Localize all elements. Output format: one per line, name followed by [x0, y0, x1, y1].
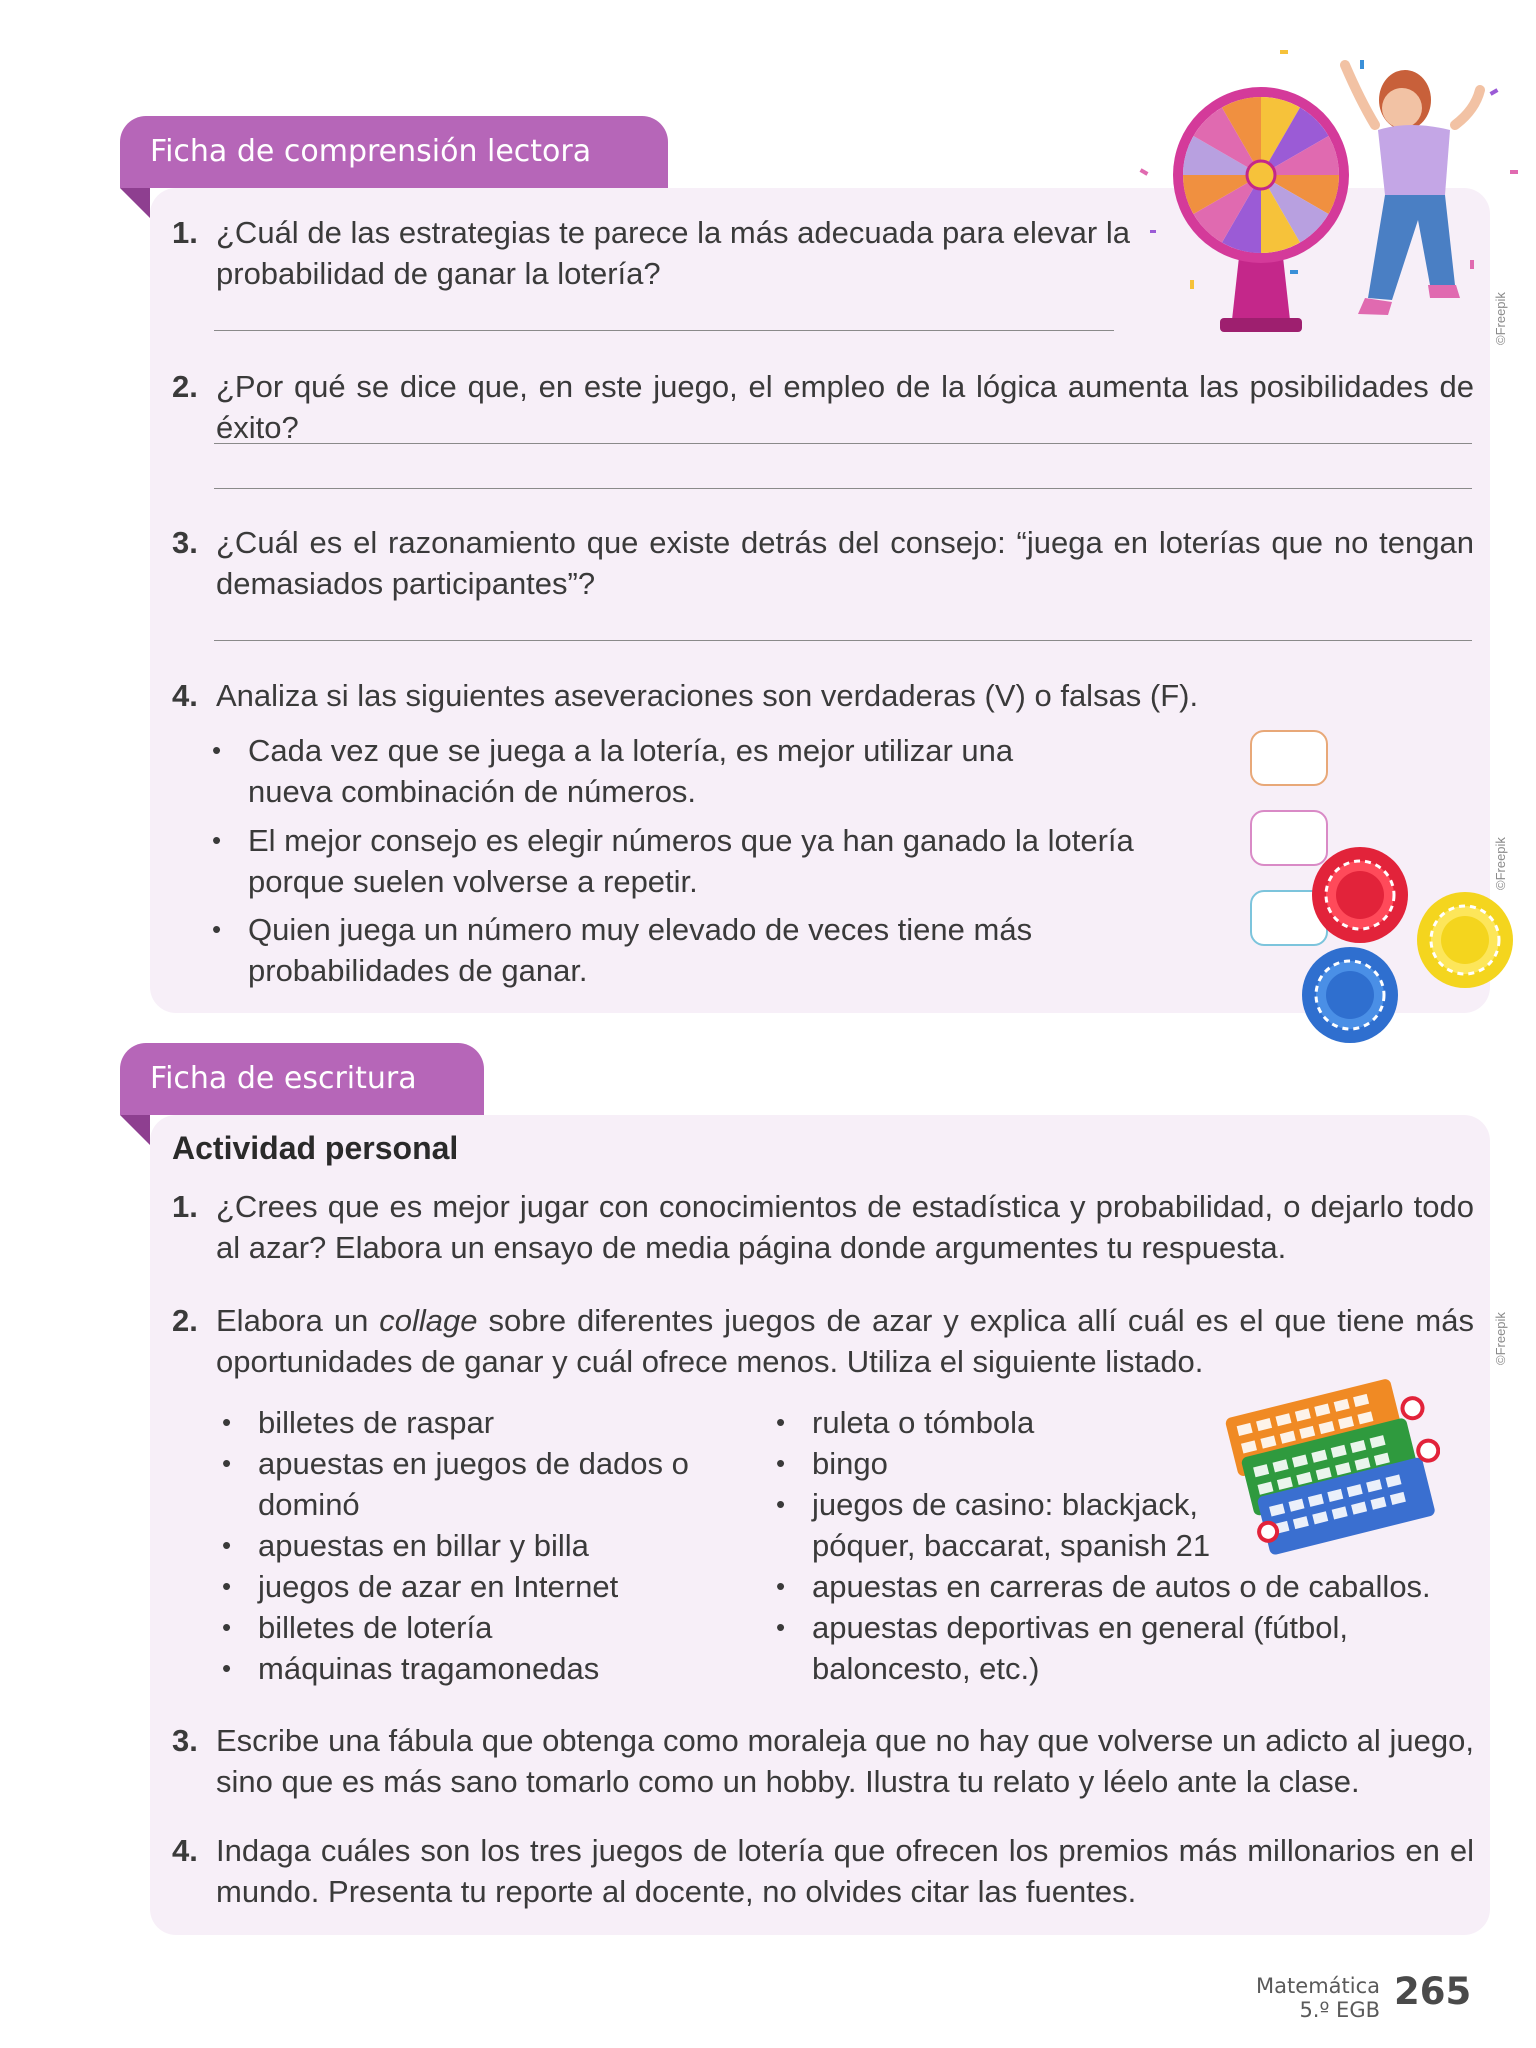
question-number: 3.	[172, 525, 198, 560]
list-item	[776, 1484, 1212, 1566]
statement-text: El mejor consejo es elegir números que ya han ganado la lotería porque suelen volverse a repetir.	[248, 823, 1134, 899]
bullet-dot: •	[212, 735, 222, 765]
bullet-dot: •	[222, 1448, 232, 1478]
prize-wheel-illustration	[1130, 30, 1530, 350]
bullet-dot: •	[222, 1612, 232, 1642]
question-text: ¿Cuál de las estrategias te parece la más adecuada para elevar la probabilidad de ganar la lotería?	[216, 215, 1130, 291]
question-text: Analiza si las siguientes aseveraciones son verdaderas (V) o falsas (F).	[216, 678, 1199, 713]
writing-question-3	[172, 1720, 1474, 1802]
statement-item	[212, 730, 1088, 812]
image-credit-top: ©Freepik	[1493, 292, 1508, 345]
wheel	[1173, 87, 1349, 263]
subject-name: Matemática	[1256, 1974, 1380, 1998]
text-part: sobre diferentes juegos de azar y explica allí cuál es el que tiene más oportunidades de ganar y cuál ofrece menos. Utiliza el siguiente listado.	[216, 1303, 1474, 1379]
footer-subject	[1160, 1974, 1380, 2022]
question-3	[172, 522, 1474, 604]
list-item-text: apuestas en juegos de dados o dominó	[258, 1446, 689, 1522]
question-text: Indaga cuáles son los tres juegos de lotería que ofrecen los premios más millonarios en el mundo. Presenta tu reporte al docente, no olvides citar las fuentes.	[216, 1833, 1474, 1909]
bingo-cards-illustration	[1220, 1375, 1440, 1565]
question-4	[172, 675, 1474, 716]
question-number: 1.	[172, 1189, 198, 1224]
image-credit-mid: ©Freepik	[1493, 837, 1508, 890]
bullet-dot: •	[776, 1407, 786, 1437]
question-number: 4.	[172, 1833, 198, 1868]
list-item	[776, 1443, 1232, 1484]
answer-line[interactable]	[214, 443, 1472, 444]
writing-question-1	[172, 1186, 1474, 1268]
question-number: 2.	[172, 369, 198, 404]
list-item-text: juegos de azar en Internet	[258, 1569, 619, 1604]
true-false-answer-box[interactable]	[1250, 730, 1328, 786]
bullet-dot: •	[776, 1612, 786, 1642]
list-item	[222, 1648, 718, 1689]
grade-label: 5.º EGB	[1299, 1998, 1380, 2022]
poker-chips-illustration	[1300, 845, 1520, 1045]
list-item-text: bingo	[812, 1446, 888, 1481]
answer-line[interactable]	[214, 640, 1472, 641]
list-item-text: billetes de raspar	[258, 1405, 495, 1440]
image-credit-bottom: ©Freepik	[1493, 1312, 1508, 1365]
question-number: 3.	[172, 1723, 198, 1758]
list-item	[776, 1566, 1452, 1607]
reading-comprehension-tab: Ficha de comprensión lectora	[120, 116, 668, 188]
writing-question-4	[172, 1830, 1474, 1912]
statement-item	[212, 909, 1088, 991]
writing-question-2	[172, 1300, 1474, 1382]
list-item-text: máquinas tragamonedas	[258, 1651, 600, 1686]
question-text: ¿Crees que es mejor jugar con conocimientos de estadística y probabilidad, o dejarlo todo al azar? Elabora un ensayo de media página donde argumentes tu respuesta.	[216, 1189, 1474, 1265]
activity-heading: Actividad personal	[172, 1130, 459, 1166]
list-item-text: apuestas en carreras de autos o de caballos.	[812, 1569, 1431, 1604]
bullet-dot: •	[222, 1407, 232, 1437]
statement-item	[212, 820, 1238, 902]
bullet-dot: •	[222, 1530, 232, 1560]
tab-fold	[120, 188, 150, 218]
text-part: Elabora un	[216, 1303, 380, 1338]
list-item-text: apuestas en billar y billa	[258, 1528, 589, 1563]
answer-line[interactable]	[214, 488, 1472, 489]
question-1	[172, 212, 1130, 294]
list-item	[222, 1402, 718, 1443]
bullet-dot: •	[212, 825, 222, 855]
bullet-dot: •	[212, 914, 222, 944]
list-item	[222, 1607, 718, 1648]
list-item-text: juegos de casino: blackjack, póquer, baccarat, spanish 21	[812, 1487, 1211, 1563]
question-text: Escribe una fábula que obtenga como moraleja que no hay que volverse un adicto al juego, sino que es más sano tomarlo como un hobby. Ilustra tu relato y léelo ante la clase.	[216, 1723, 1474, 1799]
writing-tab: Ficha de escritura	[120, 1043, 484, 1115]
bullet-dot: •	[222, 1653, 232, 1683]
list-item-text: billetes de lotería	[258, 1610, 493, 1645]
question-number: 4.	[172, 678, 198, 713]
list-item	[222, 1566, 718, 1607]
list-item-text: apuestas deportivas en general (fútbol, baloncesto, etc.)	[812, 1610, 1348, 1686]
statement-text: Quien juega un número muy elevado de veces tiene más probabilidades de ganar.	[248, 912, 1033, 988]
text-italic: collage	[379, 1303, 478, 1338]
cheering-woman	[1345, 65, 1480, 315]
list-item	[776, 1607, 1372, 1689]
bullet-dot: •	[776, 1489, 786, 1519]
list-item	[776, 1402, 1232, 1443]
page-number: 265	[1394, 1970, 1472, 2013]
list-item	[222, 1525, 718, 1566]
bullet-dot: •	[776, 1448, 786, 1478]
question-text: ¿Cuál es el razonamiento que existe detrás del consejo: “juega en loterías que no tengan demasiados participantes”?	[216, 525, 1474, 601]
question-text	[216, 1300, 1474, 1382]
question-2	[172, 366, 1474, 448]
bullet-dot: •	[776, 1571, 786, 1601]
question-number: 2.	[172, 1303, 198, 1338]
tab-fold	[120, 1115, 150, 1145]
answer-line[interactable]	[214, 330, 1114, 331]
red-chip	[1312, 847, 1408, 943]
statement-text: Cada vez que se juega a la lotería, es mejor utilizar una nueva combinación de números.	[248, 733, 1014, 809]
question-number: 1.	[172, 215, 198, 250]
list-item-text: ruleta o tómbola	[812, 1405, 1035, 1440]
list-item	[222, 1443, 718, 1525]
yellow-chip	[1417, 892, 1513, 988]
question-text: ¿Por qué se dice que, en este juego, el empleo de la lógica aumenta las posibilidades de éxito?	[216, 369, 1474, 445]
blue-chip	[1302, 947, 1398, 1043]
bullet-dot: •	[222, 1571, 232, 1601]
